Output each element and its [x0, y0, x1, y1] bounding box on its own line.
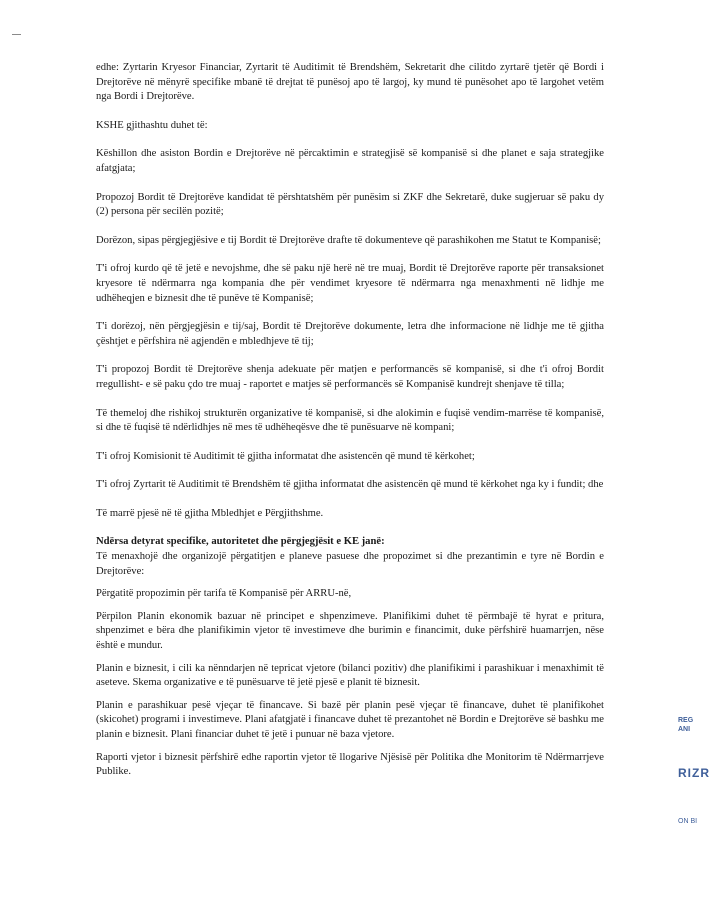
- stamp-fragment-bottom: ON BI: [678, 818, 698, 825]
- duty-performance-indicators: T'i propozoj Bordit të Drejtorëve shenja adekuate për matjen e performancës së kompanisë, si dhe t'i ofroj Bordit rregullisht- e së paku çdo tre muaj - raportet e matjes së performancës së Kompanisë kundrejt shenjave të tilla;: [96, 364, 604, 390]
- ke-duty-annual-report: Raporti vjetor i biznesit përfshirë edhe raportin vjetor të llogarive Njësisë për Politika dhe Monitorim të Ndërmarrjeve Publike.: [96, 751, 604, 778]
- ke-duty-five-year-plan: Planin e parashikuar pesë vjeçar të financave. Si bazë për planin pesë vjeçar të financave, duhet të planifikohet (skicohet) programi i investimeve. Plani afatgjatë i financave duhet të prezantohet në Bordin e Drejtorëve së bashku me planin e biznesit. Plani financiar duhet të jetë i punuar në baza vjetore.: [96, 699, 604, 740]
- duty-submit-documents: T'i dorëzoj, nën përgjegjësin e tij/saj, Bordit të Drejtorëve dokumente, letra dhe informacione në lidhje me të gjitha çështjet e përfshira në agjendën e mbledhjeve të tij;: [96, 321, 604, 347]
- paragraph-kshe-lead: KSHE gjithashtu duhet të:: [96, 119, 208, 131]
- duty-audit-committee: T'i ofroj Komisionit të Auditimit të gjitha informatat dhe asistencën që mund të kërkohet;: [96, 450, 475, 462]
- duty-submit-drafts: Dorëzon, sipas përgjegjësive e tij Bordit të Drejtorëve drafte të dokumenteve që parashikohen me Statut te Kompanisë;: [96, 234, 601, 246]
- stamp-fragment-top: REG ANI: [678, 717, 694, 733]
- stamp-fragment-middle: RIZR: [678, 766, 710, 780]
- duty-internal-auditor: T'i ofroj Zyrtarit të Auditimit të Brendshëm të gjitha informatat dhe asistencën që mund të kërkohet nga ky i fundit; dhe: [96, 479, 604, 491]
- duty-report-transactions: T'i ofroj kurdo që të jetë e nevojshme, dhe së paku një herë në tre muaj, Bordit të Drejtorëve raporte për transaksionet kryesore të ndërmarra nga kompania dhe për vendimet kryesore të ndërmarra nga menaxhmenti në lidhje me udhëheqjen e biznesit dhe të punëve të Kompanisë;: [96, 263, 604, 304]
- margin-mark: [12, 34, 21, 35]
- document-body: [96, 61, 604, 780]
- section-heading-ke-duties: Ndërsa detyrat specifike, autoritetet dhe përgjegjësit e KE janë:: [96, 536, 385, 548]
- ke-duty-manage-plans: Të menaxhojë dhe organizojë përgatitjen e planeve pasuese dhe propozimet si dhe prezantimin e tyre në Bordin e Drejtorëve:: [96, 551, 604, 577]
- paragraph-intro: edhe: Zyrtarin Kryesor Financiar, Zyrtarit të Auditimit të Brendshëm, Sekretarit dhe cilitdo zyrtarë tjetër që Bordi i Drejtorëve në mënyrë specifike mbanë të drejtat të punësoj apo të largoj, ky mund të punësohet apo të largohet vetëm nga Bordi i Drejtorëve.: [96, 62, 604, 103]
- ke-duty-economic-plan: Përpilon Planin ekonomik bazuar në principet e shpenzimeve. Planifikimi duhet të përmbajë të hyrat e pritura, shpenzimet e bëra dhe planifikimin vjetor të investimeve dhe burimin e financimit, duke përfshirë huamarrjen, nëse është e mundur.: [96, 610, 604, 652]
- duty-organizational-structure: Të themeloj dhe rishikoj strukturën organizative të kompanisë, si dhe alokimin e fuqisë vendim-marrëse të kompanisë, si dhe të fuqisë të ndërlidhjes në mes të udhëheqësve dhe të punësuarve në kompani;: [96, 407, 604, 434]
- duty-strategy: Këshillon dhe asiston Bordin e Drejtorëve në përcaktimin e strategjisë së kompanisë si dhe planet e saja strategjike afatgjata;: [96, 148, 604, 174]
- duty-general-meetings: Të marrë pjesë në të gjitha Mbledhjet e Përgjithshme.: [96, 507, 324, 519]
- duty-propose-candidates: Propozoj Bordit të Drejtorëve kandidat të përshtatshëm për punësim si ZKF dhe Sekretarë, duke sugjeruar së paku dy (2) persona për secilën pozitë;: [96, 191, 604, 218]
- ke-duty-business-plan: Planin e biznesit, i cili ka nënndarjen në tepricat vjetore (bilanci pozitiv) dhe planifikimi i parashikuar i menaxhimit të aseteve. Skema organizative e të punësuarve të jetë pjesë e planit të biznesit.: [96, 662, 604, 689]
- ke-duty-tariff-proposal: Përgatitë propozimin për tarifa të Kompanisë për ARRU-në,: [96, 588, 352, 600]
